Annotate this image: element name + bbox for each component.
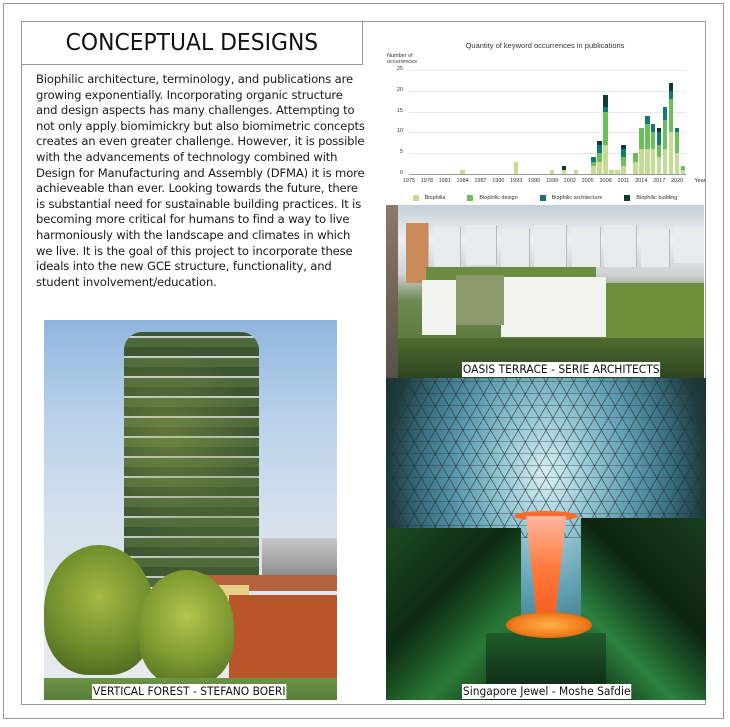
- bar-1999: [550, 170, 555, 174]
- chart-plot-area: [396, 66, 706, 184]
- bar-segment: [615, 170, 620, 174]
- legend-swatch: [413, 195, 419, 201]
- bar-2011: [621, 145, 626, 174]
- gridline: [409, 70, 686, 71]
- y-tick-label: 5: [399, 149, 403, 156]
- x-tick-label: 1984: [456, 178, 469, 184]
- keyword-occurrence-chart: [385, 35, 705, 205]
- y-tick-label: 10: [396, 128, 403, 135]
- title-box: [21, 21, 363, 65]
- bar-segment: [663, 120, 668, 149]
- legend-item: [467, 195, 517, 201]
- bar-segment: [621, 157, 626, 165]
- page-title: CONCEPTUAL DESIGNS: [65, 29, 318, 56]
- x-tick-label: 1987: [474, 178, 487, 184]
- bar-2019: [669, 83, 674, 174]
- x-tick-label: 2017: [653, 178, 666, 184]
- legend-item: [413, 195, 446, 201]
- x-axis: [409, 174, 686, 175]
- bar-segment: [633, 162, 638, 174]
- x-tick-label: 1978: [420, 178, 433, 184]
- bar-2018: [663, 107, 668, 174]
- legend-label: Biophilia: [424, 195, 446, 201]
- vertical-forest-photo: [44, 320, 337, 700]
- y-tick-label: 25: [396, 66, 403, 72]
- bar-segment: [651, 124, 656, 132]
- bar-segment: [651, 132, 656, 149]
- bar-segment: [562, 170, 567, 174]
- bar-2001: [562, 166, 567, 174]
- bar-segment: [603, 112, 608, 145]
- gridline: [409, 112, 686, 113]
- chart-legend: [385, 195, 705, 201]
- legend-label: Biophilic architecture: [551, 195, 603, 201]
- bar-segment: [669, 91, 674, 99]
- x-tick-label: 1999: [545, 178, 559, 184]
- bar-segment: [597, 153, 602, 161]
- x-tick-label: 2008: [599, 178, 612, 184]
- bar-segment: [460, 170, 465, 174]
- bar-2006: [591, 157, 596, 174]
- bar-2007: [597, 141, 602, 174]
- bar-segment: [645, 149, 650, 174]
- bar-segment: [651, 149, 656, 174]
- x-tick-label: 1975: [402, 178, 416, 184]
- bar-segment: [657, 157, 662, 174]
- bar-segment: [675, 132, 680, 153]
- bar-segment: [663, 149, 668, 174]
- x-axis-label: Year: [694, 178, 706, 184]
- x-tick-label: 2020: [670, 178, 684, 184]
- bar-segment: [681, 170, 686, 174]
- bar-segment: [603, 95, 608, 107]
- bar-segment: [657, 132, 662, 144]
- gridline: [409, 91, 686, 92]
- x-tick-label: 2002: [563, 178, 576, 184]
- bar-segment: [669, 132, 674, 174]
- bar-segment: [597, 145, 602, 153]
- bar-1993: [514, 162, 519, 174]
- legend-swatch: [624, 195, 630, 201]
- bar-segment: [609, 170, 614, 174]
- bar-2013: [633, 153, 638, 174]
- legend-item: [540, 195, 603, 201]
- y-tick-label: 0: [399, 170, 403, 176]
- x-tick-label: 1996: [527, 178, 541, 184]
- bar-segment: [550, 170, 555, 174]
- bar-segment: [621, 166, 626, 174]
- x-tick-label: 1990: [492, 178, 505, 184]
- y-tick-label: 20: [396, 86, 403, 93]
- chart-title: Quantity of keyword occurrences in publications: [465, 41, 625, 50]
- bar-segment: [675, 153, 680, 174]
- bar-segment: [574, 170, 579, 174]
- legend-item: [624, 195, 677, 201]
- bar-segment: [663, 107, 668, 119]
- x-tick-label: 2005: [581, 178, 594, 184]
- bar-2017: [657, 128, 662, 174]
- singapore-jewel-photo: [386, 378, 706, 700]
- oasis-terrace-caption: OASIS TERRACE - SERIE ARCHITECTS: [462, 362, 660, 376]
- legend-label: Biophilic design: [479, 195, 518, 201]
- x-tick-label: 1981: [438, 178, 451, 184]
- bar-segment: [639, 149, 644, 174]
- bar-2008: [603, 95, 608, 174]
- bar-2021: [681, 166, 686, 174]
- y-tick-label: 15: [396, 107, 403, 114]
- bar-2016: [651, 124, 656, 174]
- bar-2020: [675, 128, 680, 174]
- bar-segment: [633, 153, 638, 161]
- bar-segment: [514, 162, 519, 174]
- body-paragraph: Biophilic architecture, terminology, and publications are growing exponentially. Incorporating organic structure and design aspects has many challenges. Attempting to not only apply biomimickry but also biomimetric concepts creates an even greater challenge. However, it is possible with the advancements of technology combined with Design for Manufacturing and Assembly (DFMA) it is more achieveable than ever. Looking towards the future, there is substantial need for sustainable building practices. It is becoming more critical for humans to find a way to live harmoniously with the landscape and climates in which we live. It is the goal of this project to incorporate these ideals into the new GCE structure, functionality, and student involvement/education.: [36, 72, 365, 289]
- bar-segment: [645, 124, 650, 149]
- bar-2003: [574, 170, 579, 174]
- vertical-forest-caption: VERTICAL FOREST - STEFANO BOERI: [92, 684, 286, 698]
- bar-segment: [621, 149, 626, 157]
- bar-1984: [460, 170, 465, 174]
- chart-y-axis-label: Number of occurrences: [387, 53, 417, 65]
- bar-segment: [603, 145, 608, 174]
- legend-label: Biophilic building: [636, 195, 678, 201]
- x-tick-label: 2011: [617, 178, 630, 184]
- x-tick-label: 1993: [510, 178, 523, 184]
- bar-segment: [639, 128, 644, 149]
- bar-2010: [615, 170, 620, 174]
- bar-segment: [591, 166, 596, 174]
- singapore-jewel-caption: Singapore Jewel - Moshe Safdie: [462, 684, 631, 698]
- bar-2015: [645, 116, 650, 174]
- bar-segment: [669, 83, 674, 91]
- bar-2009: [609, 170, 614, 174]
- bar-segment: [645, 116, 650, 124]
- bar-segment: [597, 162, 602, 174]
- legend-swatch: [467, 195, 473, 201]
- legend-swatch: [540, 195, 546, 201]
- bar-segment: [669, 99, 674, 132]
- oasis-terrace-photo: [386, 205, 704, 378]
- x-tick-label: 2014: [635, 178, 648, 184]
- bar-2014: [639, 128, 644, 174]
- bar-segment: [657, 145, 662, 157]
